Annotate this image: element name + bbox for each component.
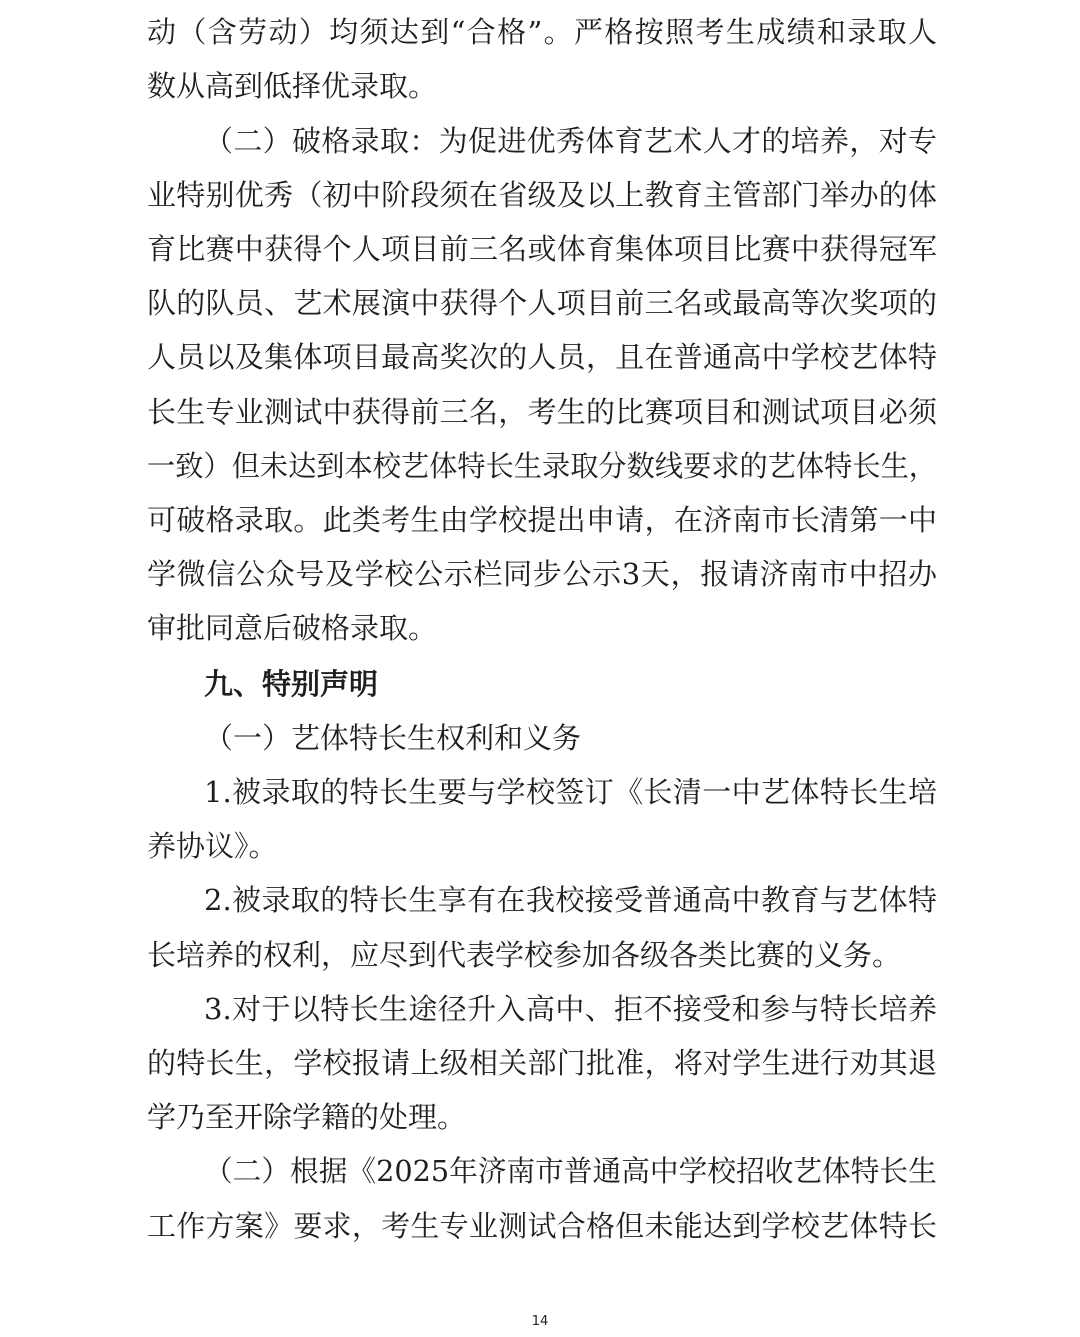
body-text-line: 1.被录取的特长生要与学校签订《长清一中艺体特长生培 (204, 775, 937, 809)
body-text-line: 可破格录取。此类考生由学校提出申请，在济南市长清第一中 (147, 503, 937, 537)
body-text-line: 数从高到低择优录取。 (147, 69, 438, 103)
body-text-line: 工作方案》要求，考生专业测试合格但未能达到学校艺体特长 (147, 1209, 937, 1243)
subsection-heading: （一）艺体特长生权利和义务 (204, 721, 582, 755)
page-number: 14 (531, 1314, 549, 1329)
body-text-line: 人员以及集体项目最高奖次的人员，且在普通高中学校艺体特 (147, 340, 937, 374)
body-text-line: 2.被录取的特长生享有在我校接受普通高中教育与艺体特 (204, 883, 937, 917)
body-text-line: 一致）但未达到本校艺体特长生录取分数线要求的艺体特长生， (147, 449, 937, 483)
body-text-line: 业特别优秀（初中阶段须在省级及以上教育主管部门举办的体 (147, 178, 937, 212)
body-text-line: 3.对于以特长生途径升入高中、拒不接受和参与特长培养 (204, 992, 937, 1026)
body-text-line: 育比赛中获得个人项目前三名或体育集体项目比赛中获得冠军 (147, 232, 937, 266)
body-text-line: 学乃至开除学籍的处理。 (147, 1100, 467, 1134)
body-text-line: 动（含劳动）均须达到“合格”。严格按照考生成绩和录取人 (147, 15, 937, 49)
body-text-line: 队的队员、艺术展演中获得个人项目前三名或最高等次奖项的 (147, 286, 937, 320)
body-text-line: 长生专业测试中获得前三名，考生的比赛项目和测试项目必须 (147, 395, 937, 429)
body-text-line: （二）根据《2025年济南市普通高中学校招收艺体特长生 (204, 1154, 937, 1188)
body-text-line: 审批同意后破格录取。 (147, 611, 438, 645)
body-text-line: 的特长生，学校报请上级相关部门批准，将对学生进行劝其退 (147, 1046, 937, 1080)
body-text-line: （二）破格录取：为促进优秀体育艺术人才的培养，对专 (204, 124, 937, 158)
body-text-line: 养协议》。 (147, 829, 278, 863)
body-text-line: 学微信公众号及学校公示栏同步公示3天，报请济南市中招办 (147, 557, 937, 591)
section-heading: 九、特别声明 (204, 667, 379, 701)
body-text-line: 长培养的权利，应尽到代表学校参加各级各类比赛的义务。 (147, 938, 902, 972)
